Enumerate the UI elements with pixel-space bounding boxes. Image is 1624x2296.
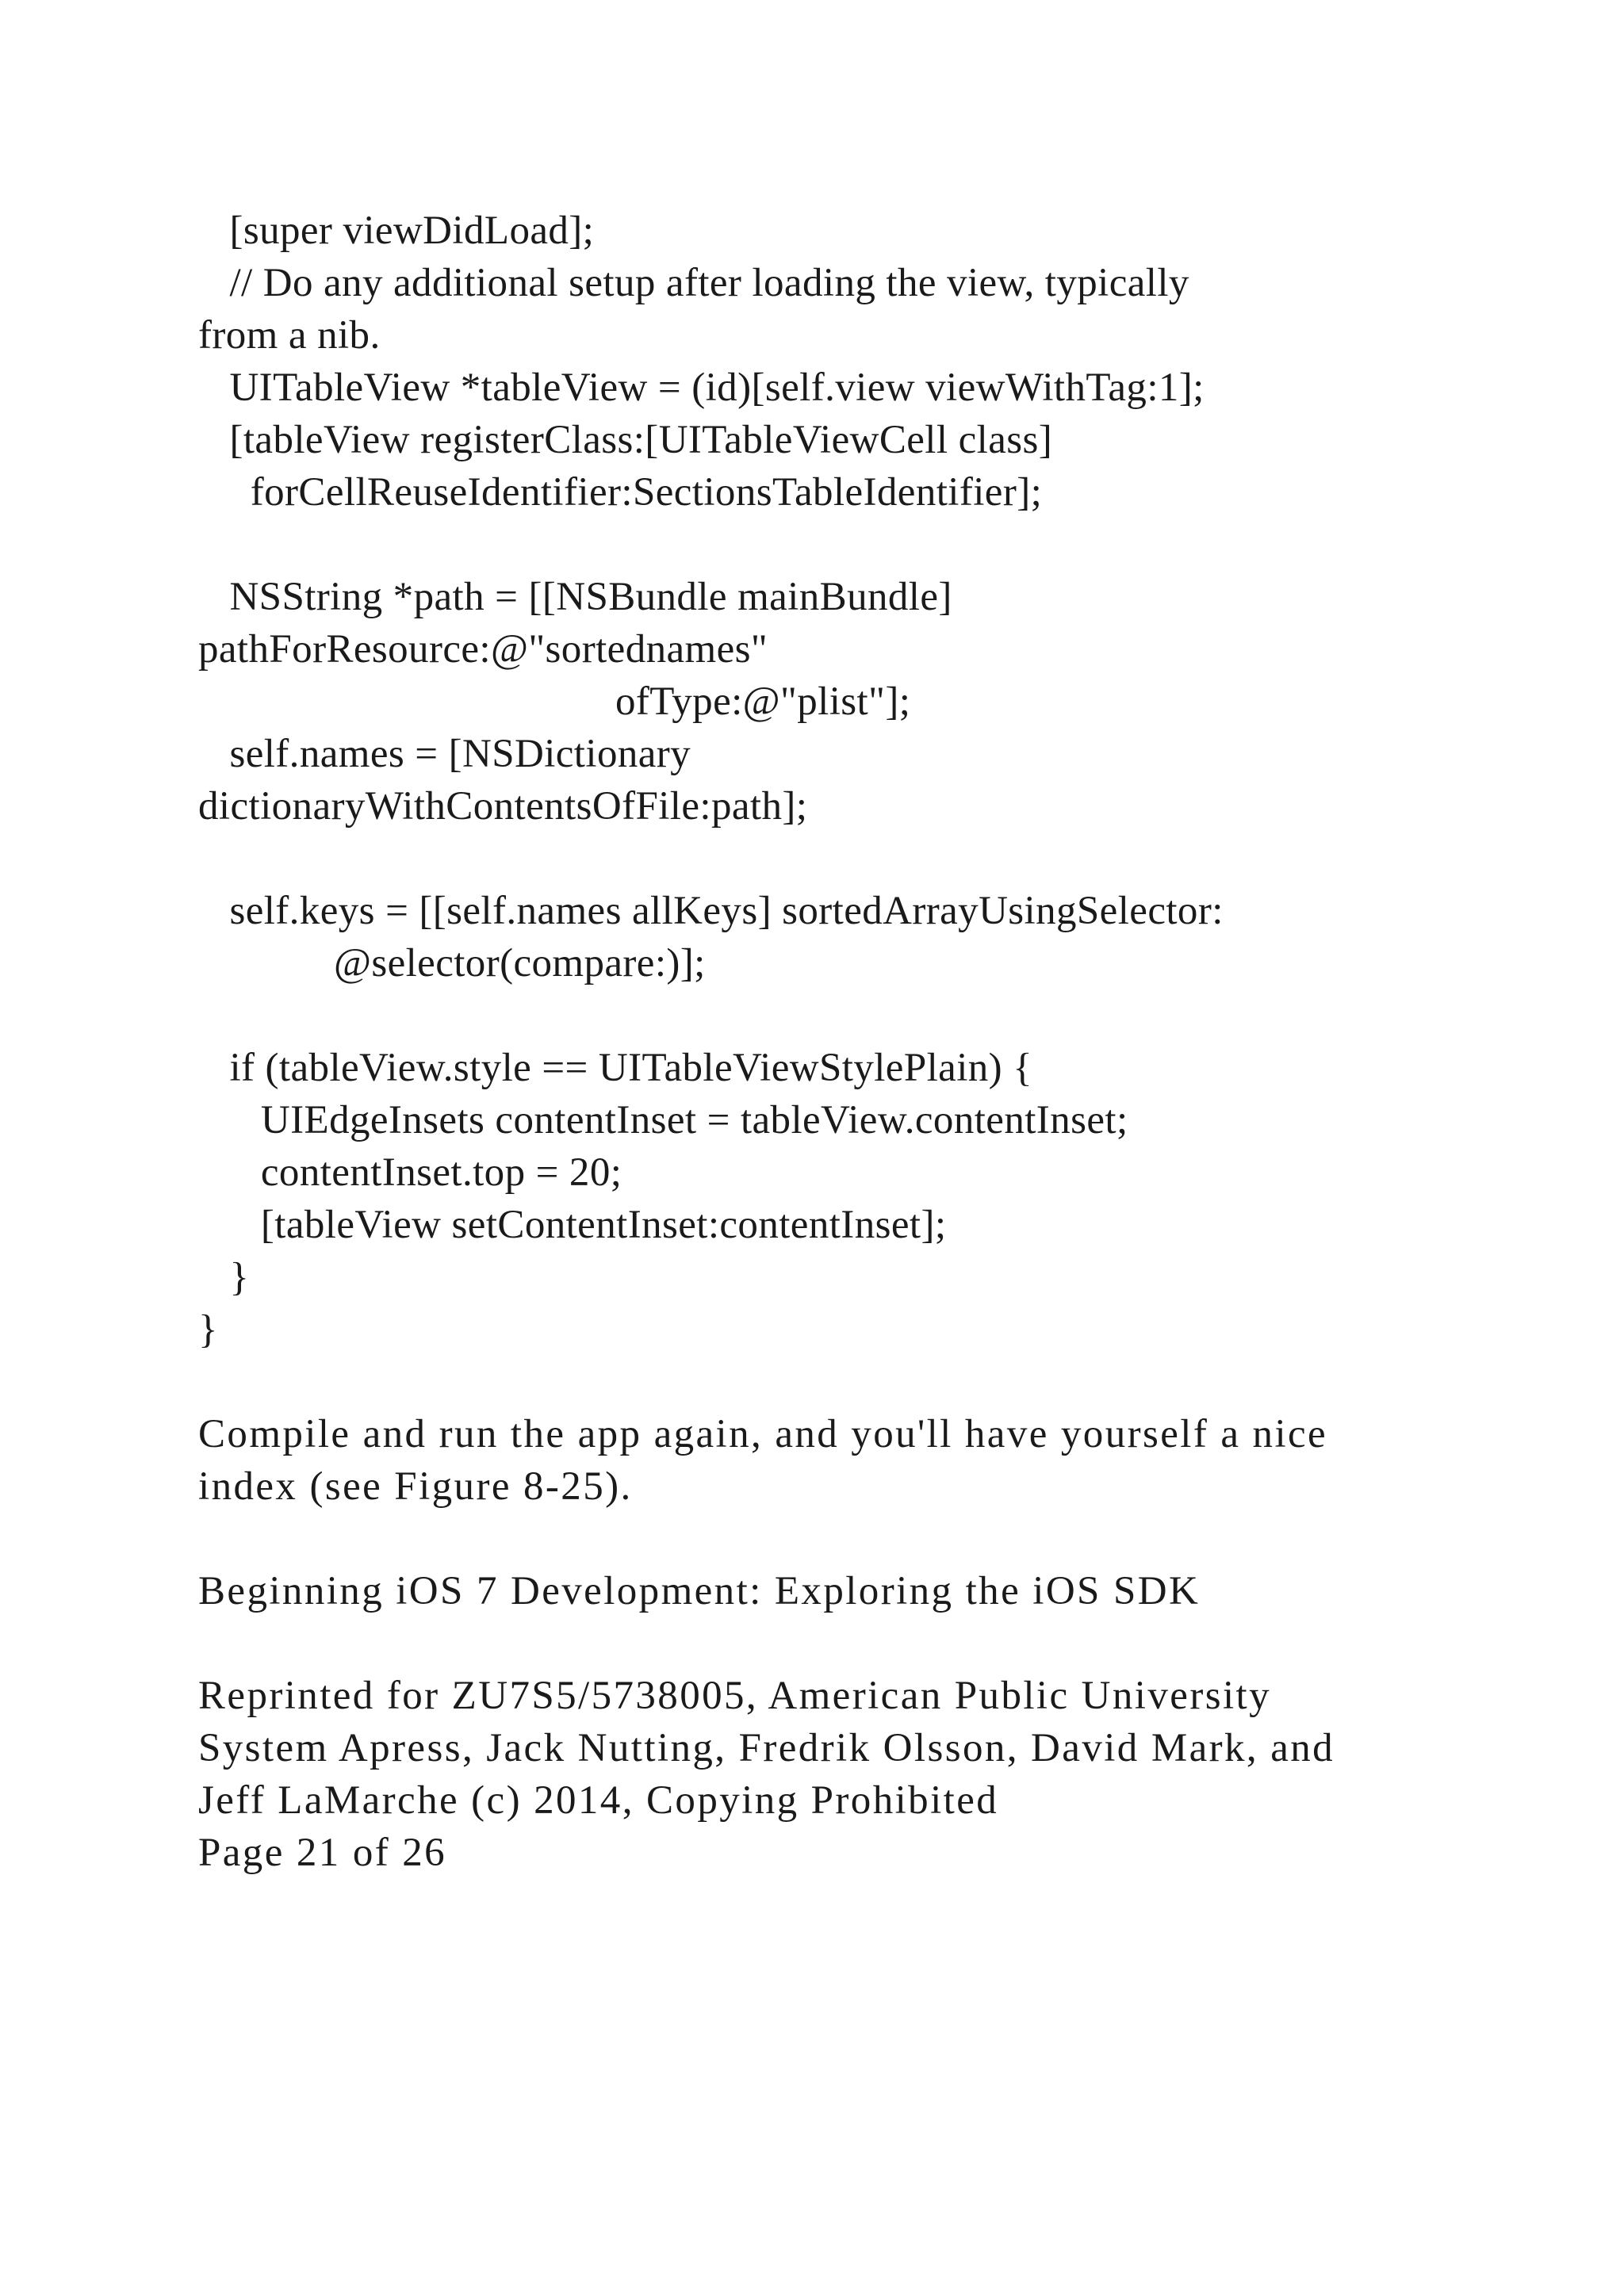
code-line: } xyxy=(198,1255,250,1299)
code-line: dictionaryWithContentsOfFile:path]; xyxy=(198,784,808,828)
code-line: self.keys = [[self.names allKeys] sortedArrayUsingSelector: xyxy=(198,889,1224,933)
reprint-line: Jeff LaMarche (c) 2014, Copying Prohibited xyxy=(198,1778,999,1823)
code-line: self.names = [NSDictionary xyxy=(198,732,691,776)
paragraph-line: index (see Figure 8-25). xyxy=(198,1464,633,1509)
code-line: UIEdgeInsets contentInset = tableView.contentInset; xyxy=(198,1098,1128,1142)
reprint-line: System Apress, Jack Nutting, Fredrik Olsson, David Mark, and xyxy=(198,1726,1335,1770)
code-line: [super viewDidLoad]; xyxy=(198,209,595,253)
code-line: [tableView setContentInset:contentInset]; xyxy=(198,1203,947,1247)
code-line: pathForResource:@"sortednames" xyxy=(198,627,768,672)
code-line: @selector(compare:)]; xyxy=(198,941,706,985)
book-title: Beginning iOS 7 Development: Exploring the iOS SDK xyxy=(198,1569,1201,1613)
code-line: UITableView *tableView = (id)[self.view viewWithTag:1]; xyxy=(198,365,1205,410)
code-line: ofType:@"plist"]; xyxy=(198,679,911,724)
page-number: Page 21 of 26 xyxy=(198,1831,447,1875)
code-line: forCellReuseIdentifier:SectionsTableIdentifier]; xyxy=(198,470,1043,515)
code-line: [tableView registerClass:[UITableViewCell class] xyxy=(198,418,1053,462)
code-line: contentInset.top = 20; xyxy=(198,1150,622,1195)
code-line: from a nib. xyxy=(198,313,381,358)
code-line: } xyxy=(198,1307,218,1352)
paragraph-line: Compile and run the app again, and you'll have yourself a nice xyxy=(198,1412,1328,1456)
code-line: NSString *path = [[NSBundle mainBundle] xyxy=(198,575,952,619)
reprint-line: Reprinted for ZU7S5/5738005, American Public University xyxy=(198,1674,1271,1718)
code-line: // Do any additional setup after loading the view, typically xyxy=(198,261,1189,305)
code-line: if (tableView.style == UITableViewStylePlain) { xyxy=(198,1046,1033,1090)
